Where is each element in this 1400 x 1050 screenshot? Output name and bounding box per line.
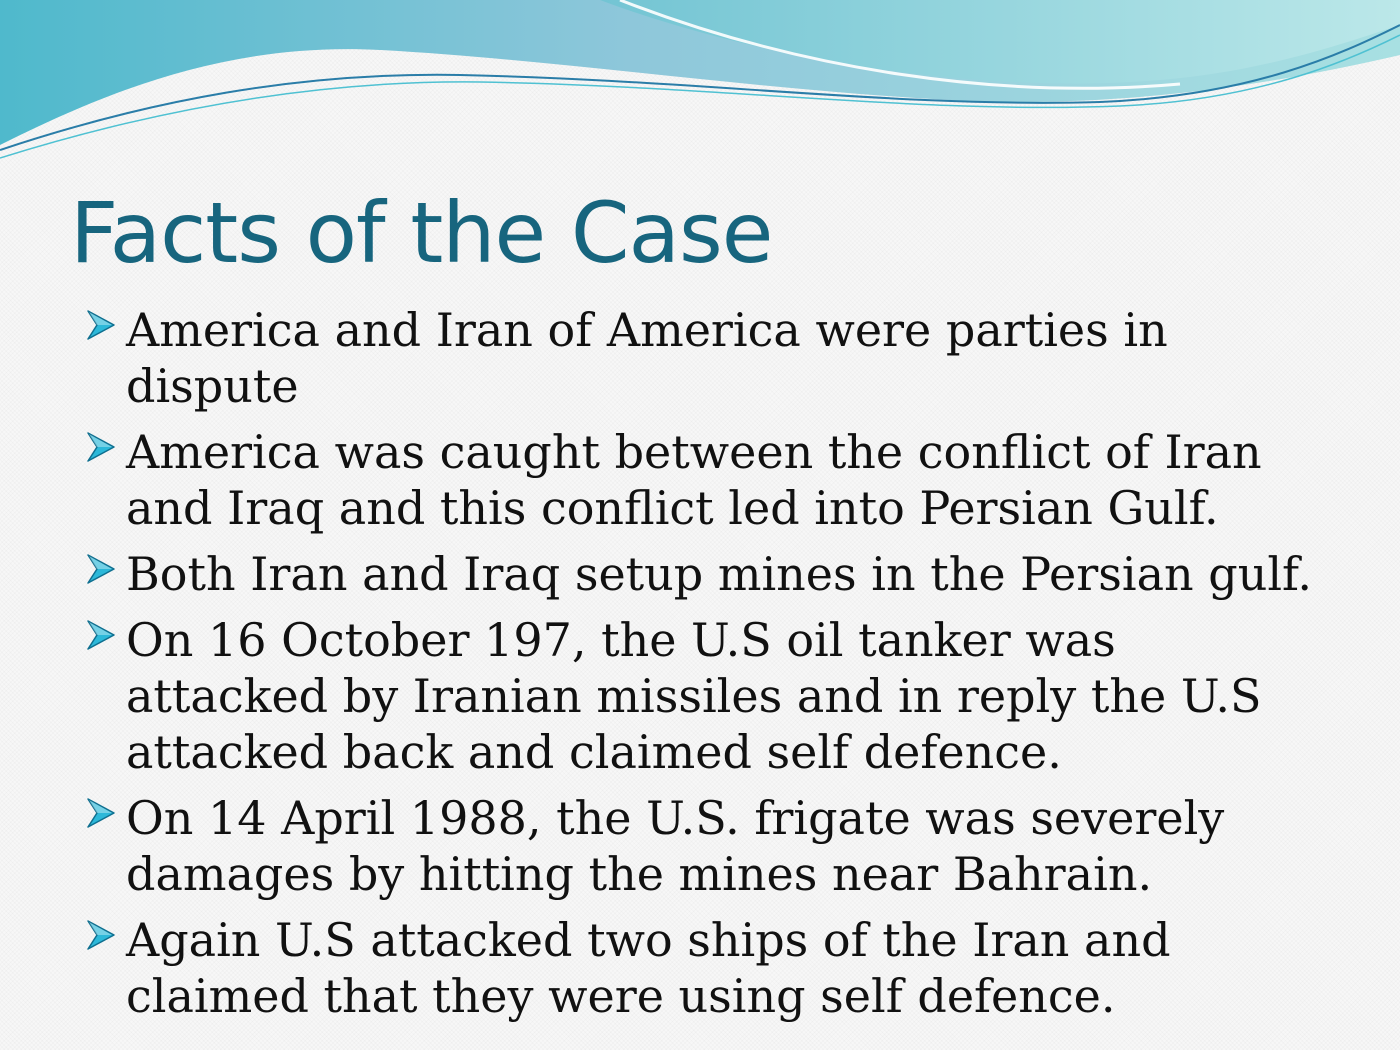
arrow-bullet-icon [86,308,116,342]
bullet-item [86,302,1326,414]
arrow-bullet-icon [86,796,116,830]
bullet-text: Again U.S attacked two ships of the Iran and claimed that they were using self defence. [126,913,1171,1023]
bullet-item [86,912,1326,1024]
bullet-text: On 14 April 1988, the U.S. frigate was severely damages by hitting the mines near Bahrain. [126,791,1225,901]
bullet-item [86,546,1326,602]
arrow-bullet-icon [86,552,116,586]
header-wave-decoration [0,0,1400,170]
bullet-text: On 16 October 197, the U.S oil tanker was attacked by Iranian missiles and in reply the U.S attacked back and claimed self defence. [126,613,1262,779]
bullet-text: America was caught between the conflict of Iran and Iraq and this conflict led into Persian Gulf. [126,425,1262,535]
bullet-list [86,302,1326,1034]
bullet-text: America and Iran of America were parties in dispute [126,303,1168,413]
arrow-bullet-icon [86,430,116,464]
bullet-item [86,790,1326,902]
bullet-text: Both Iran and Iraq setup mines in the Persian gulf. [126,547,1313,601]
slide-title: Facts of the Case [70,184,773,282]
arrow-bullet-icon [86,918,116,952]
bullet-item [86,424,1326,536]
arrow-bullet-icon [86,618,116,652]
bullet-item [86,612,1326,780]
